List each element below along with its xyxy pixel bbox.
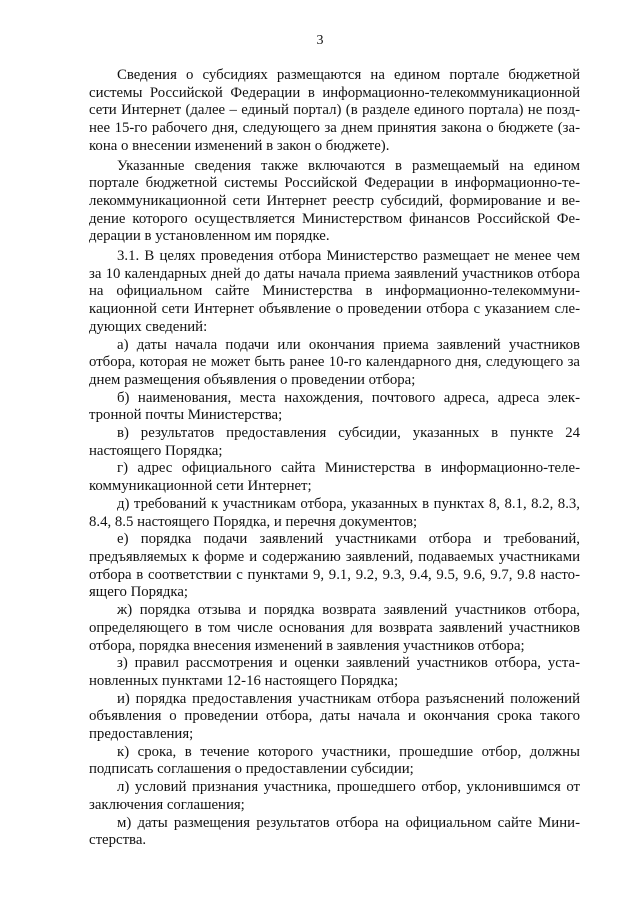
paragraph-3-1: 3.1. В целях проведения отбора Министерство размещает не менее чем за 10 календарных дней до даты начала приема заявлений участников отбора на официальном сайте Министерства в информационно-телекоммуникационной сети Интернет объявление о проведении отбора с указанием следующих сведений: [89,248,580,335]
list-item-v: в) результатов предоставления субсидии, указанных в пункте 24 настоящего Порядка; [89,425,580,459]
list-item-i: и) порядка предоставления участникам отбора разъяснений положений объявления о проведении отбора, даты начала и окончания срока такого предоставления; [89,690,580,743]
list-item-g: г) адрес официального сайта Министерства в информационно-телекоммуникационной сети Интернет; [89,460,580,495]
list-item-a: а) даты начала подачи или окончания приема заявлений участников отбора, которая не может быть ранее 10-го календарного дня, следующего за днем размещения объявления о проведении отбора; [89,336,580,388]
list-item-b: б) наименования, места нахождения, почтового адреса, адреса электронной почты Министерства; [89,389,580,424]
list-item-k: к) срока, в течение которого участники, прошедшие отбор, должны подписать соглашения о предоставлении субсидии; [89,743,580,778]
list-item-l: л) условий признания участника, прошедшего отбор, уклонившимся от заключения соглашения; [89,779,580,813]
list-item-z: з) правил рассмотрения и оценки заявлений участников отбора, установленных пунктами 12-16 настоящего Порядка; [89,655,580,689]
list-item-d: д) требований к участникам отбора, указанных в пунктах 8, 8.1, 8.2, 8.3, 8.4, 8.5 настоящего Порядка, и перечня документов; [89,495,580,530]
list-item-e: е) порядка подачи заявлений участниками отбора и требований, предъявляемых к форме и содержанию заявлений, подаваемых участниками отбора в соответствии с пунктами 9, 9.1, 9.2, 9.3, 9.4, 9.5, 9.6, 9.7, 9.8 настоящего Порядка; [89,531,580,601]
paragraph-subsidy-info: Сведения о субсидиях размещаются на едином портале бюджетной системы Российской Федерации в информационно-телекоммуникационной сети Интернет (далее – единый портал) (в разделе единого портала) не позднее 15-го рабочего дня, следующего за днем принятия закона о бюджете (закона о внесении изменений в закон о бюджете). [89,67,580,154]
page-number: 3 [316,33,324,48]
document-body [89,67,580,850]
paragraph-registry: Указанные сведения также включаются в размещаемый на едином портале бюджетной системы Российской Федерации в информационно-телекоммуникационной сети Интернет реестр субсидий, формирование и ведение которого осуществляется Министерством финансов Российской Федерации в установленном им порядке. [89,157,580,245]
list-item-m: м) даты размещения результатов отбора на официальном сайте Министерства. [89,814,580,849]
list-item-zh: ж) порядка отзыва и порядка возврата заявлений участников отбора, определяющего в том числе основания для возврата заявлений участников отбора, порядка внесения изменений в заявления участников отбора; [89,602,580,654]
